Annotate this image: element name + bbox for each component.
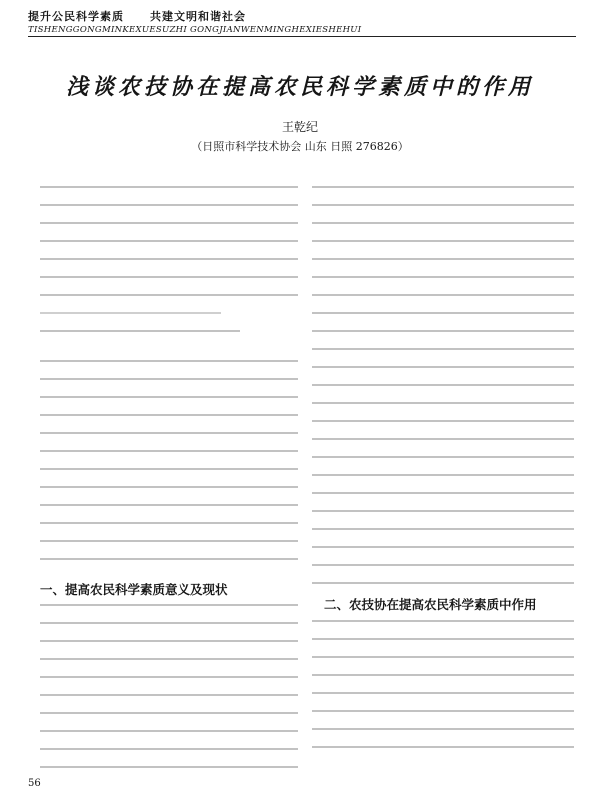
keywords-placeholder — [40, 330, 240, 348]
journal-header — [28, 8, 568, 35]
left-body-placeholder-2 — [40, 604, 298, 784]
right-body-placeholder-2 — [312, 620, 574, 764]
article-affiliation: （日照市科学技术协会 山东 日照 276826） — [191, 140, 409, 153]
section-heading-2: 二、农技协在提高农民科学素质中作用 — [324, 597, 537, 612]
journal-pinyin: TISHENGGONGMINKEXUESUZHI GONGJIANWENMINGHEXIESHEHUI — [28, 25, 362, 35]
left-body-placeholder-1 — [40, 360, 298, 576]
section-heading-1: 一、提高农民科学素质意义及现状 — [40, 582, 228, 597]
journal-theme: 共建文明和谐社会 — [150, 10, 246, 23]
page-number: 56 — [28, 778, 41, 789]
article-title: 浅谈农技协在提高农民科学素质中的作用 — [65, 74, 534, 100]
article-author: 王乾纪 — [281, 120, 318, 134]
right-body-placeholder-1 — [312, 186, 574, 600]
journal-name: 提升公民科学素质 — [28, 10, 124, 23]
abstract-placeholder — [40, 186, 298, 330]
header-rule — [28, 36, 576, 37]
